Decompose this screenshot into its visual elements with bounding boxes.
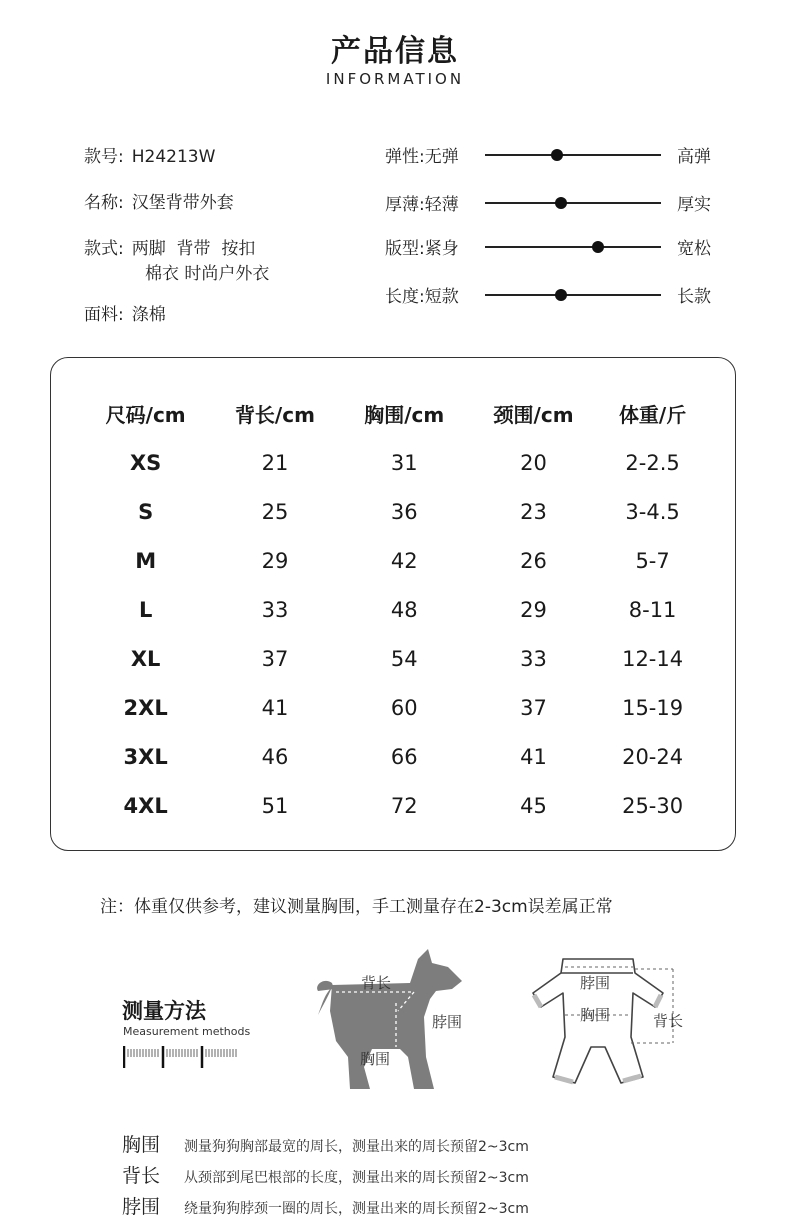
table-row <box>81 438 707 487</box>
attr-thickness-track <box>485 202 661 204</box>
table-cell: 33 <box>520 646 547 671</box>
attr-fit-right: 宽松 <box>677 239 711 259</box>
measure-row-back <box>122 1161 529 1188</box>
attr-thickness <box>385 190 725 214</box>
attr-length-knob <box>555 289 567 301</box>
attr-thickness-knob <box>555 197 567 209</box>
table-cell-size: 2XL <box>123 695 168 720</box>
table-cell: 41 <box>261 695 289 720</box>
table-cell-size: M <box>135 548 157 573</box>
spec-fabric <box>84 300 166 325</box>
attr-thickness-right: 厚实 <box>677 195 711 215</box>
table-cell: 33 <box>261 597 289 622</box>
header-chest: 胸围/cm <box>364 402 445 427</box>
size-table-header-row <box>81 388 707 438</box>
table-cell: 37 <box>520 695 547 720</box>
size-chart-panel <box>50 357 736 851</box>
spec-style-label: 款式: <box>84 239 124 259</box>
attr-fit-left: 版型:紧身 <box>385 239 459 259</box>
table-cell: 15-19 <box>622 695 684 720</box>
attr-thickness-left: 厚薄:轻薄 <box>385 195 459 215</box>
measure-desc: 测量狗狗胸部最宽的周长，测量出来的周长预留2~3cm <box>184 1139 529 1155</box>
dog-label-back: 背长 <box>361 974 392 992</box>
table-cell: 31 <box>390 450 418 475</box>
table-cell: 29 <box>261 548 289 573</box>
table-cell: 42 <box>390 548 418 573</box>
spec-name-label: 名称: <box>84 193 124 213</box>
spec-fabric-value: 涤棉 <box>131 305 166 325</box>
table-cell: 45 <box>520 793 547 818</box>
table-cell-size: XL <box>130 646 161 671</box>
header-back-length: 背长/cm <box>234 402 315 427</box>
spec-fabric-label: 面料: <box>84 305 124 325</box>
attr-length <box>385 282 725 306</box>
attr-elasticity-right: 高弹 <box>677 147 711 167</box>
table-cell-size: XS <box>129 450 162 475</box>
table-cell: 21 <box>261 450 289 475</box>
measure-row-chest <box>122 1130 529 1157</box>
spec-style-line1: 两脚 背带 按扣 <box>131 239 256 259</box>
header-neck: 颈围/cm <box>493 402 574 427</box>
table-cell: 54 <box>390 646 418 671</box>
table-cell: 12-14 <box>622 646 684 671</box>
dog-label-neck: 脖围 <box>432 1013 463 1031</box>
table-cell: 46 <box>261 744 289 769</box>
garment-label-chest: 胸围 <box>580 1006 611 1024</box>
spec-style-no-label: 款号: <box>84 147 124 167</box>
table-cell-size: S <box>138 499 154 524</box>
table-cell: 37 <box>261 646 289 671</box>
table-row <box>81 487 707 536</box>
table-row <box>81 536 707 585</box>
header-weight: 体重/斤 <box>618 402 687 427</box>
ruler-icon <box>123 1044 243 1070</box>
table-cell: 72 <box>390 793 418 818</box>
table-cell: 26 <box>520 548 547 573</box>
table-cell: 36 <box>390 499 418 524</box>
size-table <box>81 388 707 830</box>
measure-desc: 从颈部到尾巴根部的长度，测量出来的周长预留2~3cm <box>184 1170 529 1186</box>
dog-label-chest: 胸围 <box>360 1050 391 1068</box>
garment-label-neck: 脖围 <box>580 974 611 992</box>
table-cell-size: 3XL <box>123 744 168 769</box>
attr-elasticity <box>385 142 725 166</box>
table-cell-size: L <box>138 597 153 622</box>
measure-term: 胸围 <box>122 1134 161 1156</box>
attr-elasticity-track <box>485 154 661 156</box>
header-size: 尺码/cm <box>105 402 186 427</box>
attr-length-track <box>485 294 661 296</box>
spec-name-value: 汉堡背带外套 <box>131 193 234 213</box>
page-subtitle: INFORMATION <box>325 70 465 88</box>
measure-term: 脖围 <box>122 1196 161 1218</box>
measure-subtitle: Measurement methods <box>123 1025 251 1038</box>
attr-fit <box>385 234 725 258</box>
measure-desc: 绕量狗狗脖颈一圈的周长，测量出来的周长预留2~3cm <box>184 1201 529 1217</box>
table-cell: 60 <box>390 695 418 720</box>
table-cell: 29 <box>520 597 547 622</box>
table-cell: 8-11 <box>628 597 677 622</box>
table-cell: 25 <box>261 499 289 524</box>
spec-name <box>84 188 234 213</box>
table-row <box>81 585 707 634</box>
table-cell: 48 <box>390 597 418 622</box>
table-cell: 20 <box>520 450 547 475</box>
table-cell: 20-24 <box>622 744 684 769</box>
measure-term: 背长 <box>122 1165 161 1187</box>
spec-style-no-value: H24213W <box>131 147 216 167</box>
measure-row-neck <box>122 1192 529 1219</box>
spec-style-line2: 棉衣 时尚户外衣 <box>145 264 270 284</box>
attr-elasticity-left: 弹性:无弹 <box>385 147 459 167</box>
table-cell-size: 4XL <box>123 793 168 818</box>
table-cell: 66 <box>390 744 418 769</box>
table-cell: 51 <box>261 793 289 818</box>
table-cell: 25-30 <box>622 793 684 818</box>
attr-length-left: 长度:短款 <box>385 287 459 307</box>
spec-style-no <box>84 142 215 167</box>
attr-length-right: 长款 <box>677 287 711 307</box>
table-row <box>81 781 707 830</box>
measure-title: 测量方法 <box>122 999 206 1023</box>
table-row <box>81 683 707 732</box>
attr-elasticity-knob <box>551 149 563 161</box>
table-cell: 5-7 <box>635 548 670 573</box>
table-cell: 3-4.5 <box>625 499 680 524</box>
page-title: 产品信息 <box>331 34 459 69</box>
spec-style <box>84 234 255 259</box>
attr-fit-knob <box>592 241 604 253</box>
garment-label-back: 背长 <box>653 1012 684 1030</box>
attr-fit-track <box>485 246 661 248</box>
table-row <box>81 634 707 683</box>
table-cell: 41 <box>520 744 547 769</box>
table-row <box>81 732 707 781</box>
measurement-note: 注：体重仅供参考，建议测量胸围，手工测量存在2-3cm误差属正常 <box>100 897 613 917</box>
table-cell: 2-2.5 <box>625 450 680 475</box>
table-cell: 23 <box>520 499 547 524</box>
